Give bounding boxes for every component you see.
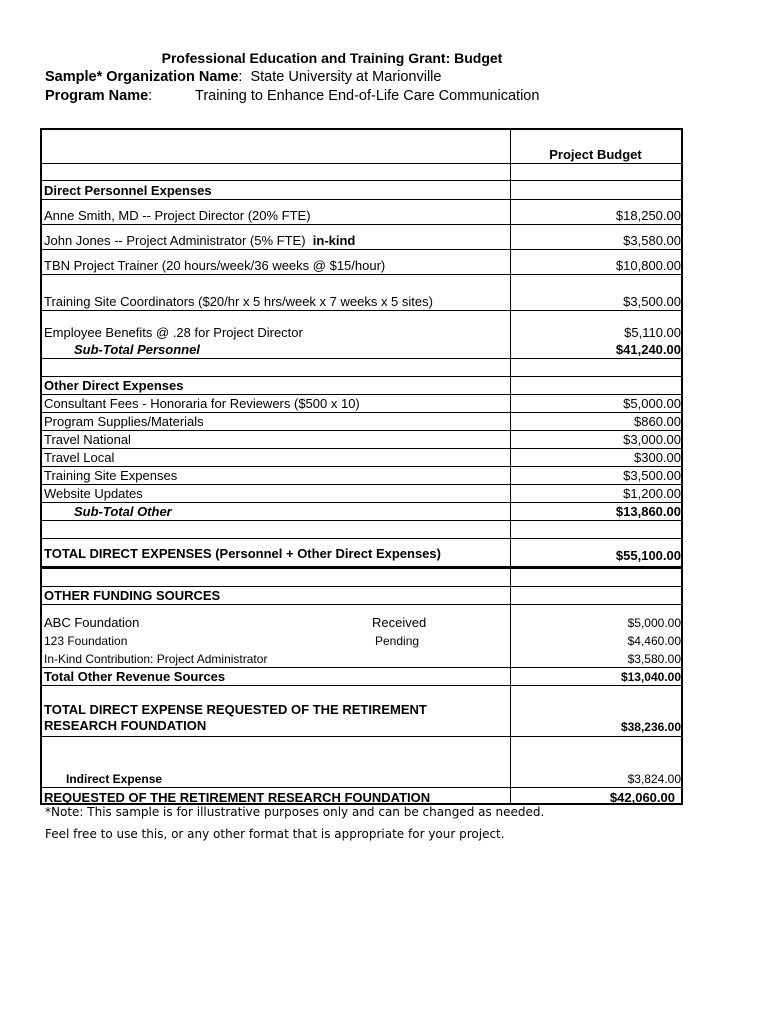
program-value: Training to Enhance End-of-Life Care Communication [195,88,540,104]
organization-line: Sample* Organization Name: State University at Marionville [45,69,442,85]
section-heading-other: Other Direct Expenses [42,377,681,395]
table-row: In-Kind Contribution: Project Administrator $3,580.00 [42,649,681,668]
indirect-expense-row: Indirect Expense $3,824.00 [66,772,681,786]
spacer-row [42,359,681,377]
table-row: Training Site Expenses $3,500.00 [44,468,681,483]
table-row: Employee Benefits @ .28 for Project Director $5,110.00 [44,325,681,340]
org-value: State University at Marionville [250,69,442,85]
table-row: Anne Smith, MD -- Project Director (20% FTE) $18,250.00 [42,200,681,225]
total-other-revenue-row: Total Other Revenue Sources $13,040.00 [44,669,681,684]
section-heading-personnel: Direct Personnel Expenses [42,181,681,200]
spacer-row [42,164,681,181]
table-row: TBN Project Trainer (20 hours/week/36 weeks @ $15/hour) $10,800.00 [42,250,681,275]
column-header-project-budget: Project Budget [549,147,642,162]
final-requested-row: REQUESTED OF THE RETIREMENT RESEARCH FOUNDATION $42,060.00 [42,787,681,806]
spacer-row [42,569,681,587]
funding-status: Pending [375,634,420,648]
table-row: Travel Local $300.00 [44,450,681,465]
table-row: Website Updates $1,200.00 [44,486,681,501]
table-header-row [42,130,681,164]
spacer-row [42,521,681,539]
total-requested-row: TOTAL DIRECT EXPENSE REQUESTED OF THE RETIREMENT RESEARCH FOUNDATION $38,236.00 [42,686,681,737]
program-label: Program Name [45,88,149,104]
funding-status: Received [372,615,427,630]
note-illustrative: *Note: This sample is for illustrative purposes only and can be changed as needed. [45,805,545,819]
note-format: Feel free to use this, or any other format that is appropriate for your project. [45,827,505,841]
in-kind-note: in-kind [312,233,356,248]
section-heading-funding: OTHER FUNDING SOURCES [42,587,681,605]
page-title: Professional Education and Training Grant: Budget [161,50,503,66]
total-direct-expenses-row: TOTAL DIRECT EXPENSES (Personnel + Other Direct Expenses) $55,100.00 [42,539,681,569]
table-row: Program Supplies/Materials $860.00 [44,414,681,429]
program-line: Program Name: Training to Enhance End-of-Life Care Communication [45,88,540,104]
table-row: ABC Foundation Received $5,000.00 [44,615,681,630]
org-label: Sample* Organization Name [45,69,239,85]
table-row: Travel National $3,000.00 [44,432,681,447]
table-row: Consultant Fees - Honoraria for Reviewers ($500 x 10) $5,000.00 [44,396,681,411]
table-row: 123 Foundation Pending $4,460.00 [44,634,681,648]
table-row: John Jones -- Project Administrator (5% FTE) in-kind $3,580.00 [42,225,681,250]
subtotal-other-row: Sub-Total Other $13,860.00 [42,503,681,521]
subtotal-personnel-row: Sub-Total Personnel $41,240.00 [42,341,681,359]
table-row: Training Site Coordinators ($20/hr x 5 hrs/week x 7 weeks x 5 sites) $3,500.00 [42,275,681,311]
budget-table [40,128,683,805]
